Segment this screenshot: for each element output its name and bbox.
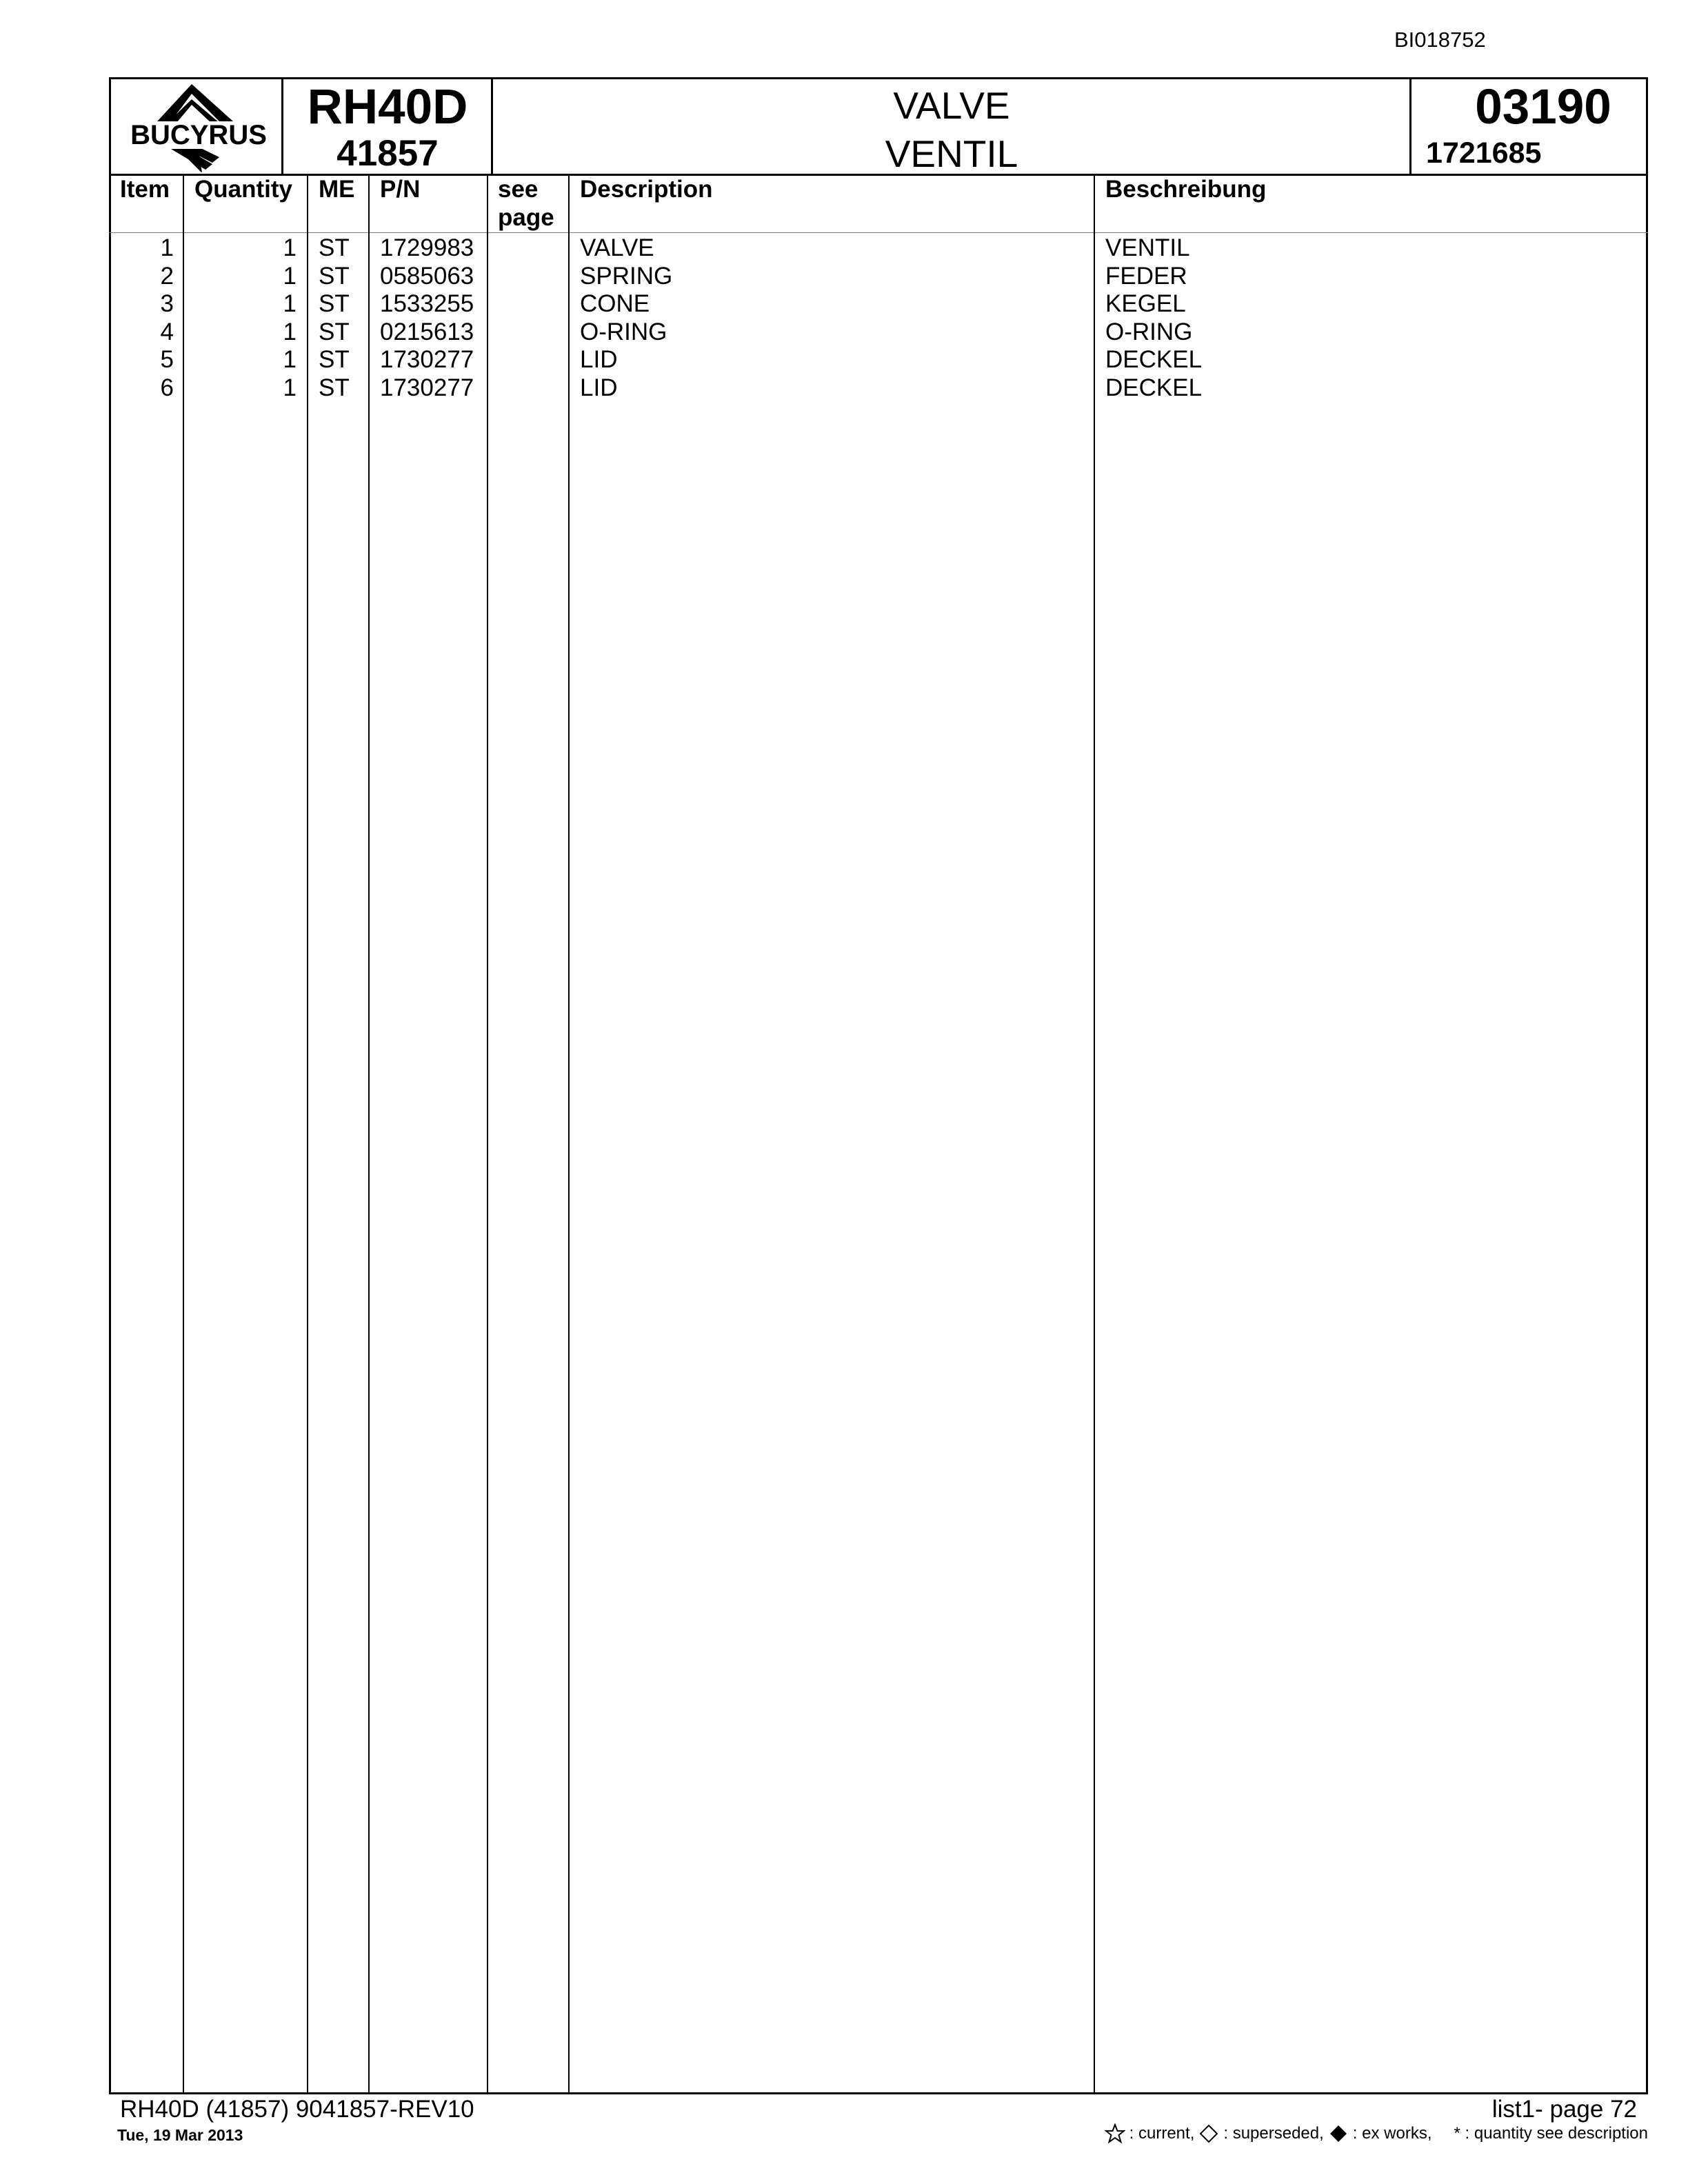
diamond-filled-icon xyxy=(1328,2123,1349,2144)
description: SPRING xyxy=(580,262,673,290)
title-english: VALVE xyxy=(893,84,1010,127)
column-divider xyxy=(1094,175,1095,2094)
legend-quantity-label: * : quantity see description xyxy=(1454,2124,1648,2143)
col-beschreibung-header: Beschreibung xyxy=(1105,176,1267,203)
item-number: 6 xyxy=(160,374,174,401)
table-row xyxy=(0,234,1688,263)
column-divider xyxy=(368,175,370,2094)
unit: ST xyxy=(319,262,350,290)
logo-text: BUCYRUS xyxy=(130,120,267,150)
part-number: 1533255 xyxy=(380,290,474,317)
beschreibung: KEGEL xyxy=(1105,290,1186,317)
header-divider xyxy=(1409,77,1411,175)
part-number: 0585063 xyxy=(380,262,474,290)
col-item-header: Item xyxy=(120,176,170,203)
legend-ex-works-label: : ex works, xyxy=(1352,2124,1432,2143)
description: VALVE xyxy=(580,234,654,261)
item-number: 1 xyxy=(160,234,174,261)
footer-date: Tue, 19 Mar 2013 xyxy=(117,2126,243,2144)
legend-current-label: : current, xyxy=(1129,2124,1195,2143)
part-number: 0215613 xyxy=(380,318,474,345)
quantity: 1 xyxy=(283,234,297,261)
quantity: 1 xyxy=(283,374,297,401)
item-number: 3 xyxy=(160,290,174,317)
legend xyxy=(1105,2123,1648,2144)
column-divider xyxy=(487,175,488,2094)
group-part-number: 1721685 xyxy=(1426,136,1542,170)
star-outline-icon xyxy=(1105,2123,1125,2144)
quantity: 1 xyxy=(283,290,297,317)
header-divider xyxy=(491,77,493,175)
beschreibung: FEDER xyxy=(1105,262,1187,290)
model-name: RH40D xyxy=(307,80,468,134)
bucyrus-logo xyxy=(116,80,281,172)
footer-page-number: list1- page 72 xyxy=(1491,2096,1637,2123)
item-number: 4 xyxy=(160,318,174,345)
part-number: 1730277 xyxy=(380,374,474,401)
legend-superseded-label: : superseded, xyxy=(1223,2124,1324,2143)
group-block xyxy=(1412,77,1647,172)
description: CONE xyxy=(580,290,650,317)
column-divider xyxy=(183,175,184,2094)
col-see-page-header xyxy=(498,175,554,232)
unit: ST xyxy=(319,318,350,345)
item-number: 2 xyxy=(160,262,174,290)
beschreibung: DECKEL xyxy=(1105,346,1203,373)
footer-document-reference: RH40D (41857) 9041857-REV10 xyxy=(120,2096,474,2123)
col-page-label: page xyxy=(498,204,554,231)
column-divider xyxy=(568,175,570,2094)
description: O-RING xyxy=(580,318,667,345)
description: LID xyxy=(580,346,618,373)
beschreibung: DECKEL xyxy=(1105,374,1203,401)
col-quantity-header: Quantity xyxy=(194,176,292,203)
column-header-rule xyxy=(109,232,1648,233)
quantity: 1 xyxy=(283,346,297,373)
document-id: BI018752 xyxy=(1394,28,1486,52)
group-number: 03190 xyxy=(1475,80,1611,134)
col-description-header: Description xyxy=(580,176,713,203)
header-divider xyxy=(281,77,283,175)
unit: ST xyxy=(319,234,350,261)
parts-list xyxy=(0,234,1688,402)
table-row xyxy=(0,346,1688,374)
table-row xyxy=(0,263,1688,291)
quantity: 1 xyxy=(283,262,297,290)
table-row xyxy=(0,290,1688,318)
col-me-header: ME xyxy=(319,176,355,203)
unit: ST xyxy=(319,346,350,373)
unit: ST xyxy=(319,290,350,317)
model-block xyxy=(284,77,491,175)
col-see-label: see xyxy=(498,176,539,203)
unit: ST xyxy=(319,374,350,401)
col-pn-header: P/N xyxy=(380,176,421,203)
description: LID xyxy=(580,374,618,401)
title-german: VENTIL xyxy=(885,132,1018,175)
beschreibung: VENTIL xyxy=(1105,234,1190,261)
model-serial: 41857 xyxy=(336,133,439,174)
column-divider xyxy=(307,175,308,2094)
beschreibung: O-RING xyxy=(1105,318,1193,345)
part-number: 1730277 xyxy=(380,346,474,373)
quantity: 1 xyxy=(283,318,297,345)
table-row xyxy=(0,374,1688,403)
table-row xyxy=(0,318,1688,347)
diamond-outline-icon xyxy=(1198,2123,1219,2144)
title-block xyxy=(494,77,1409,178)
item-number: 5 xyxy=(160,346,174,373)
part-number: 1729983 xyxy=(380,234,474,261)
